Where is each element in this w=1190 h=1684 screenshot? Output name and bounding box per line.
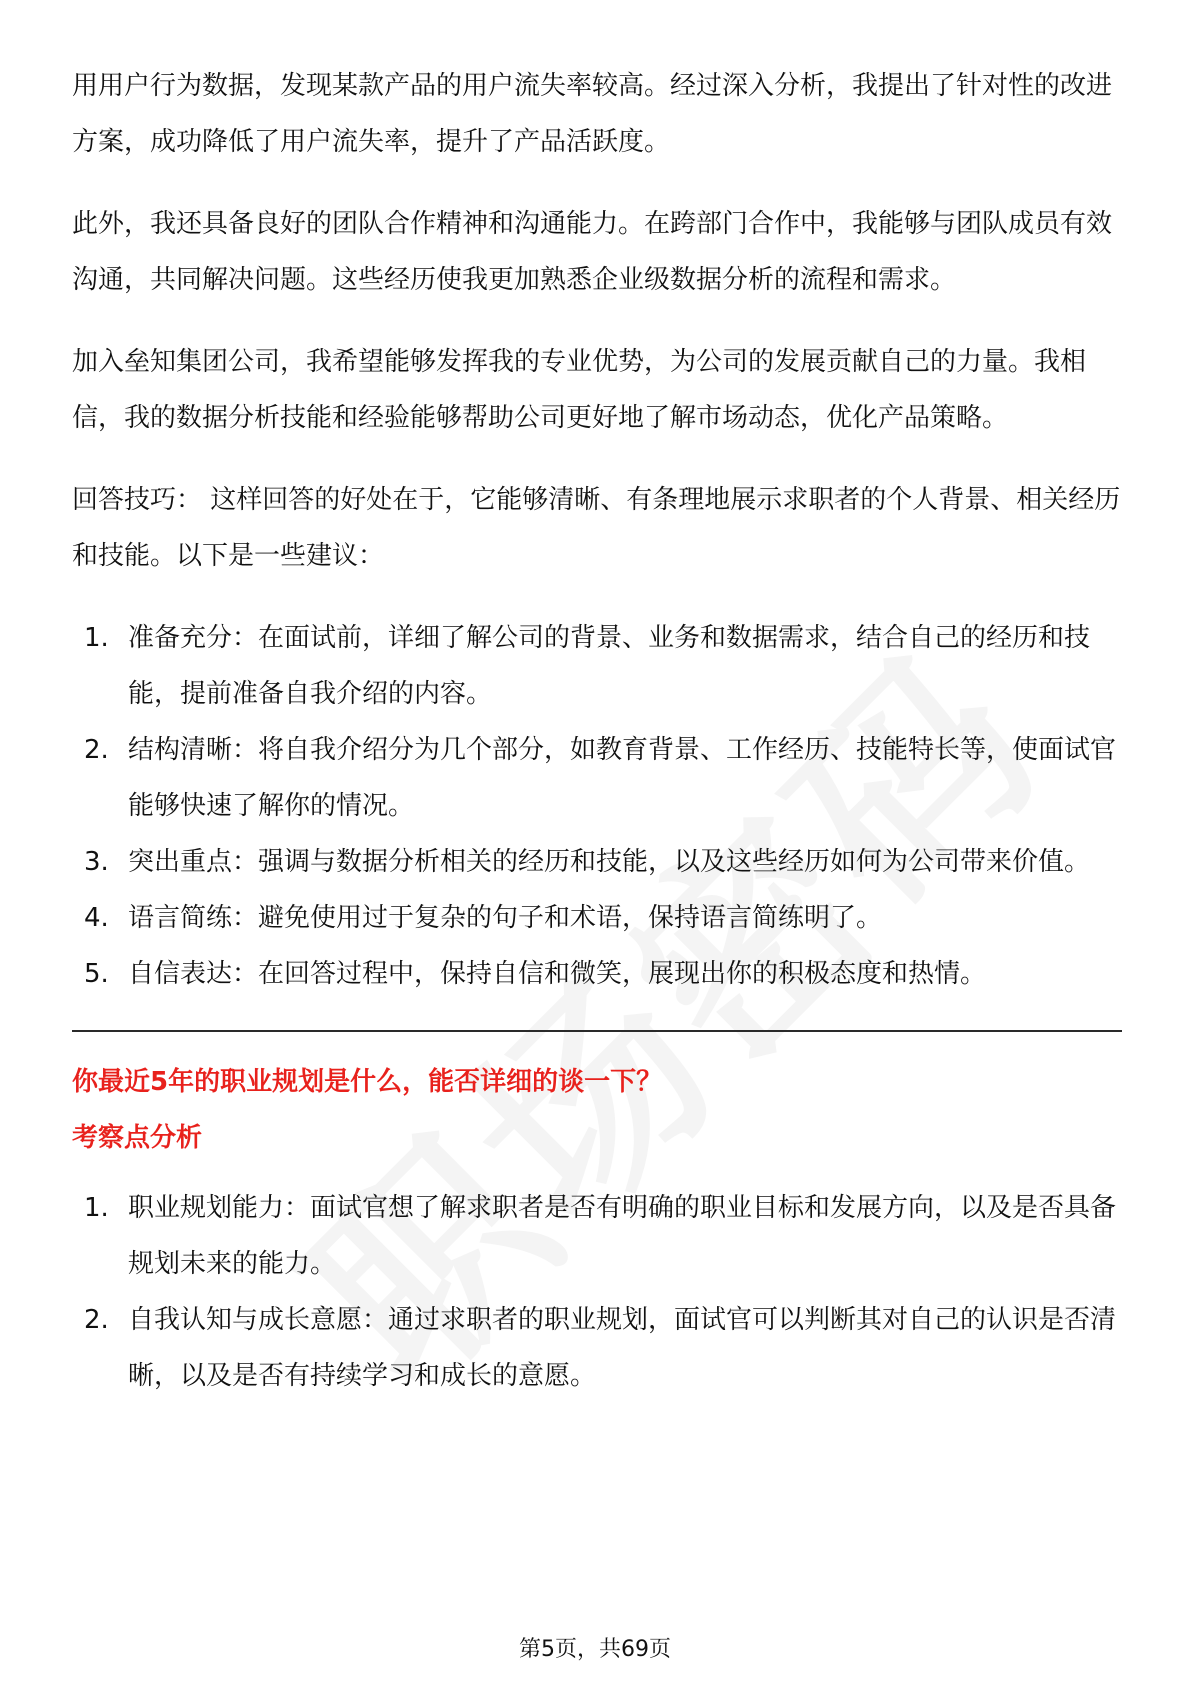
answer-tips-intro: 回答技巧： 这样回答的好处在于，它能够清晰、有条理地展示求职者的个人背景、相关经历和技能。以下是一些建议： <box>72 485 1121 571</box>
list-item <box>72 890 1122 946</box>
list-text: 准备充分：在面试前，详细了解公司的背景、业务和数据需求，结合自己的经历和技能，提前准备自我介绍的内容。 <box>128 623 1091 709</box>
paragraph: 加入垒知集团公司，我希望能够发挥我的专业优势，为公司的发展贡献自己的力量。我相信，我的数据分析技能和经验能够帮助公司更好地了解市场动态，优化产品策略。 <box>72 347 1087 433</box>
list-item <box>72 610 1122 722</box>
page-footer: 第5页，共69页 <box>519 1637 671 1662</box>
list-text: 突出重点：强调与数据分析相关的经历和技能，以及这些经历如何为公司带来价值。 <box>128 847 1091 877</box>
section-divider <box>72 1030 1122 1032</box>
list-number: 2. <box>84 735 109 765</box>
list-number: 1. <box>84 623 109 653</box>
list-number: 4. <box>84 903 109 933</box>
analysis-points-list <box>72 1180 1122 1404</box>
list-text: 结构清晰：将自我介绍分为几个部分，如教育背景、工作经历、技能特长等，使面试官能够快速了解你的情况。 <box>128 735 1117 821</box>
list-number: 1. <box>84 1193 109 1223</box>
list-item <box>72 834 1122 890</box>
paragraph: 用用户行为数据，发现某款产品的用户流失率较高。经过深入分析，我提出了针对性的改进方案，成功降低了用户流失率，提升了产品活跃度。 <box>72 71 1113 157</box>
list-item <box>72 1180 1122 1292</box>
list-number: 5. <box>84 959 109 989</box>
list-number: 2. <box>84 1305 109 1335</box>
list-item <box>72 1292 1122 1404</box>
list-item <box>72 722 1122 834</box>
list-text: 自我认知与成长意愿：通过求职者的职业规划，面试官可以判断其对自己的认识是否清晰，以及是否有持续学习和成长的意愿。 <box>128 1305 1117 1391</box>
list-item <box>72 946 1122 1002</box>
list-text: 职业规划能力：面试官想了解求职者是否有明确的职业目标和发展方向，以及是否具备规划未来的能力。 <box>128 1193 1117 1279</box>
question-title: 你最近5年的职业规划是什么，能否详细的谈一下？ <box>72 1067 663 1097</box>
analysis-heading: 考察点分析 <box>72 1123 203 1153</box>
list-text: 语言简练：避免使用过于复杂的句子和术语，保持语言简练明了。 <box>128 903 883 933</box>
list-number: 3. <box>84 847 109 877</box>
list-text: 自信表达：在回答过程中，保持自信和微笑，展现出你的积极态度和热情。 <box>128 959 987 989</box>
paragraph: 此外，我还具备良好的团队合作精神和沟通能力。在跨部门合作中，我能够与团队成员有效沟通，共同解决问题。这些经历使我更加熟悉企业级数据分析的流程和需求。 <box>72 209 1113 295</box>
page-content <box>72 58 1122 1430</box>
tips-list <box>72 610 1122 1002</box>
